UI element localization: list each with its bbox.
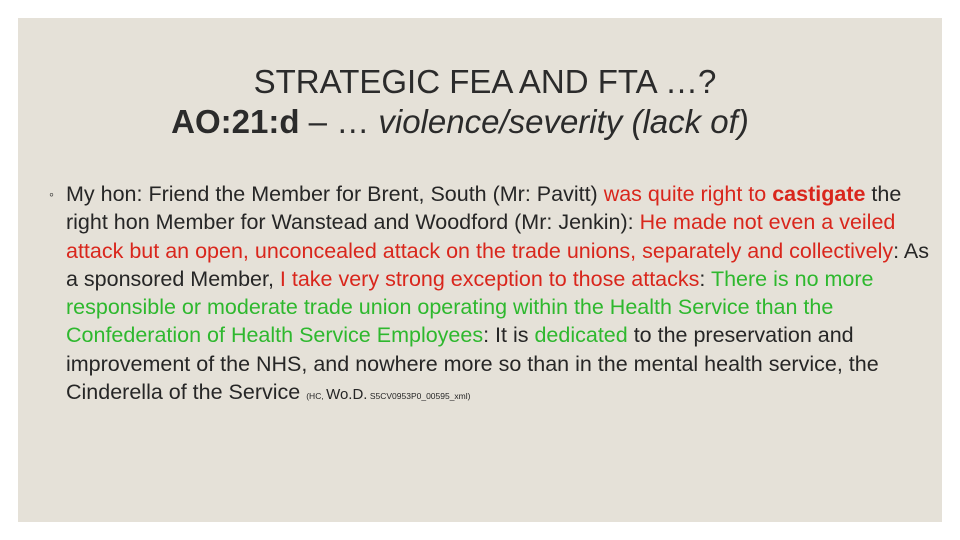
highlight-green: dedicated — [534, 323, 628, 348]
citation-id: S5CV0953P0_00595_xml) — [367, 391, 471, 402]
slide — [18, 18, 942, 522]
slide-title — [18, 62, 942, 142]
highlight-red: He made not even a veiled attack but an open, unconcealed attack on the trade unions, separately and collectively — [66, 210, 896, 263]
title-code: AO:21:d — [171, 103, 300, 140]
title-dash: – … — [299, 103, 379, 140]
title-line-2 — [18, 102, 942, 142]
text-segment: : As a sponsored Member, — [66, 238, 929, 291]
bullet-icon: ◦ — [49, 186, 54, 202]
text-segment: My hon: Friend the Member for Brent, South (Mr: Pavitt) — [66, 182, 604, 206]
text-segment: the right hon Member for Wanstead and Woodford (Mr: Jenkin): — [66, 182, 902, 235]
citation-source: Wo.D. — [326, 386, 368, 404]
title-line-1: STRATEGIC FEA AND FTA …? — [253, 63, 717, 100]
text-segment: to the preservation and improvement of the NHS, and nowhere more so than in the mental health service, the Cinderella of the Service — [66, 323, 879, 405]
highlight-red: was quite right to — [603, 182, 773, 206]
quote-paragraph — [49, 180, 938, 410]
text-segment: : — [699, 266, 711, 291]
highlight-red-bold: castigate — [772, 182, 866, 206]
highlight-red: I take very strong exception to those attacks — [279, 266, 700, 291]
citation-prefix: (HC, — [306, 391, 327, 402]
title-italic-text: violence/severity (lack of) — [378, 103, 749, 140]
highlight-green: There is no more responsible or moderate trade union operating within the Health Service than the Confederation of Health Service Employees — [66, 266, 874, 348]
text-segment: : It is — [483, 323, 535, 348]
